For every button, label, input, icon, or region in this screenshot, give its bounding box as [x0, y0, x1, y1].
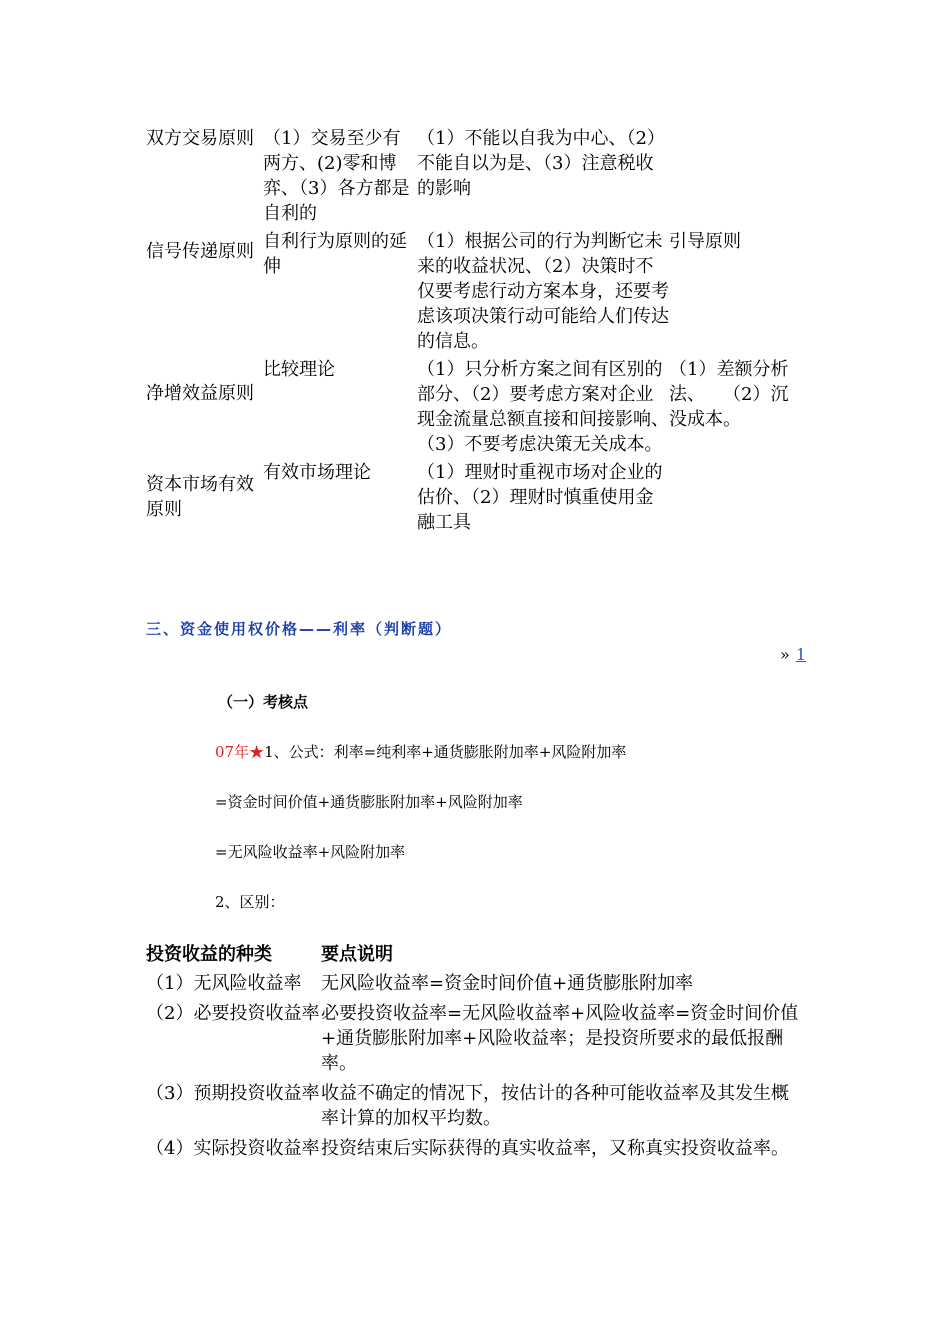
principle-related: 引导原则 — [669, 231, 741, 252]
return-type: （2）必要投资收益率 — [146, 1003, 320, 1024]
return-type: （1）无风险收益率 — [146, 973, 302, 994]
formula-line: 2、区别： — [215, 893, 285, 911]
pagination — [780, 645, 806, 664]
column-header: 要点说明 — [321, 944, 393, 965]
year-tag: 07年★ — [215, 743, 265, 761]
principle-related — [669, 126, 804, 229]
return-type: （4）实际投资收益率 — [146, 1138, 320, 1159]
principle-name: 资本市场有效原则 — [146, 474, 254, 520]
column-header: 投资收益的种类 — [146, 944, 272, 965]
formula-line — [215, 741, 626, 762]
pager-arrow: » — [780, 645, 790, 664]
table-row — [146, 1001, 803, 1081]
page-link[interactable]: 1 — [795, 645, 806, 664]
table-row — [146, 126, 804, 229]
return-desc: 投资结束后实际获得的真实收益率，又称真实投资收益率。 — [321, 1138, 789, 1159]
table-row — [146, 1136, 803, 1166]
return-type: （3）预期投资收益率 — [146, 1083, 320, 1104]
principle-basis: 比较理论 — [263, 359, 335, 380]
table-header-row — [146, 942, 803, 971]
principle-application: （1）不能以自我为中心、（2）不能自以为是、（3）注意税收的影响 — [417, 128, 665, 199]
return-desc: 必要投资收益率=无风险收益率+风险收益率=资金时间价值+通货膨胀附加率+风险收益率；是投资所要求的最低报酬率。 — [321, 1003, 799, 1074]
principle-basis: 自利行为原则的延伸 — [263, 231, 407, 277]
formula-line: =无风险收益率+风险附加率 — [215, 843, 406, 861]
return-desc: 收益不确定的情况下，按估计的各种可能收益率及其发生概率计算的加权平均数。 — [321, 1083, 789, 1129]
principle-basis: 有效市场理论 — [263, 462, 371, 483]
table-row — [146, 1081, 803, 1136]
table-row — [146, 229, 804, 357]
table-row — [146, 460, 804, 538]
returns-table — [146, 942, 803, 1166]
subsection-title: （一）考核点 — [218, 693, 309, 711]
principle-application: （1）根据公司的行为判断它未来的收益状况、（2）决策时不仅要考虑行动方案本身，还要考虑该项决策行动可能给人们传达的信息。 — [417, 231, 669, 352]
principle-related: （1）差额分析法、 （2）沉没成本。 — [669, 359, 789, 430]
principle-name: 信号传递原则 — [146, 241, 254, 262]
principle-application: （1）只分析方案之间有区别的部分、（2）要考虑方案对企业现金流量总额直接和间接影响、（3）不要考虑决策无关成本。 — [417, 359, 669, 455]
formula-text: 1、公式：利率=纯利率+通货膨胀附加率+风险附加率 — [264, 743, 627, 761]
principle-name: 净增效益原则 — [146, 383, 254, 404]
principle-related — [669, 460, 804, 538]
return-desc: 无风险收益率=资金时间价值+通货膨胀附加率 — [321, 973, 694, 994]
principle-name: 双方交易原则 — [146, 128, 254, 149]
formula-line: =资金时间价值+通货膨胀附加率+风险附加率 — [215, 793, 523, 811]
table-row — [146, 357, 804, 460]
table-row — [146, 971, 803, 1001]
principles-table — [146, 126, 804, 538]
principle-basis: （1）交易至少有两方、(2)零和博弈、（3）各方都是自利的 — [263, 128, 410, 224]
principle-application: （1）理财时重视市场对企业的估价、（2）理财时慎重使用金融工具 — [417, 462, 663, 533]
section-title: 三、资金使用权价格——利率（判断题） — [146, 620, 453, 638]
